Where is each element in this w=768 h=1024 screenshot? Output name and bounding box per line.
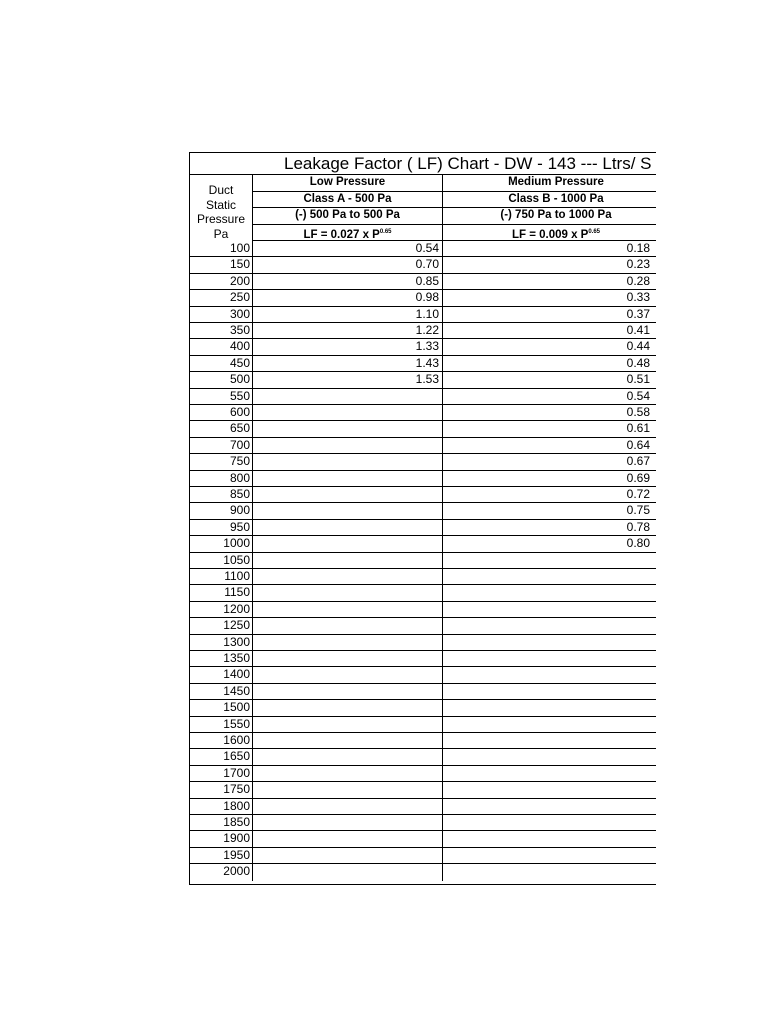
medium-pressure-cell [443, 831, 656, 846]
table-row [190, 782, 656, 798]
low-pressure-cell [253, 471, 443, 486]
low-pressure-cell [253, 799, 443, 814]
low-pressure-cell [253, 618, 443, 633]
medium-pressure-cell [443, 553, 656, 568]
medium-pressure-cell: 0.75 [443, 503, 656, 518]
low-pressure-cell [253, 782, 443, 797]
table-row [190, 553, 656, 569]
pressure-header-line: Duct [208, 183, 234, 197]
medium-pressure-cell [443, 717, 656, 732]
low-pressure-cell [253, 553, 443, 568]
medium-pressure-cell: 0.61 [443, 421, 656, 436]
low-pressure-cell: 1.43 [253, 356, 443, 371]
table-row [190, 569, 656, 585]
medium-pressure-cell [443, 815, 656, 830]
table-row [190, 536, 656, 552]
pressure-cell: 950 [190, 520, 253, 535]
table-row [190, 520, 656, 536]
medium-pressure-cell: 0.51 [443, 372, 656, 387]
medium-pressure-cell: 0.18 [443, 241, 656, 256]
pressure-header-line: Static [205, 197, 236, 212]
medium-pressure-class [443, 192, 656, 209]
medium-pressure-cell: 0.69 [443, 471, 656, 486]
pressure-cell: 800 [190, 471, 253, 486]
low-pressure-cell [253, 831, 443, 846]
medium-pressure-cell [443, 864, 656, 880]
medium-pressure-cell [443, 667, 656, 682]
low-pressure-cell [253, 651, 443, 666]
table-row [190, 585, 656, 601]
pressure-cell: 1300 [190, 635, 253, 650]
leakage-factor-table [189, 152, 656, 885]
low-pressure-cell: 0.98 [253, 290, 443, 305]
medium-pressure-cell [443, 700, 656, 715]
low-pressure-cell [253, 684, 443, 699]
pressure-cell: 100 [190, 241, 253, 256]
table-title: Leakage Factor ( LF) Chart - DW - 143 --- Ltrs/ S [284, 154, 652, 173]
pressure-cell: 1400 [190, 667, 253, 682]
low-pressure-cell [253, 585, 443, 600]
table-row [190, 438, 656, 454]
table-row [190, 618, 656, 634]
medium-pressure-cell: 0.67 [443, 454, 656, 469]
low-pressure-cell: 0.70 [253, 257, 443, 272]
low-formula-exponent: 0.65 [379, 228, 392, 235]
medium-pressure-cell: 0.28 [443, 274, 656, 289]
pressure-cell: 300 [190, 307, 253, 322]
low-pressure-cell [253, 438, 443, 453]
medium-pressure-cell: 0.58 [443, 405, 656, 420]
low-pressure-cell [253, 520, 443, 535]
low-pressure-formula [253, 225, 443, 242]
low-pressure-cell [253, 635, 443, 650]
table-row [190, 602, 656, 618]
medium-pressure-cell [443, 651, 656, 666]
low-pressure-cell [253, 389, 443, 404]
pressure-cell: 1750 [190, 782, 253, 797]
medium-pressure-cell: 0.54 [443, 389, 656, 404]
low-pressure-cell [253, 717, 443, 732]
pressure-cell: 1250 [190, 618, 253, 633]
medium-range-text: (-) 750 Pa to 1000 Pa [500, 209, 612, 221]
pressure-cell: 350 [190, 323, 253, 338]
pressure-cell: 400 [190, 339, 253, 354]
medium-pressure-cell [443, 766, 656, 781]
low-pressure-cell: 1.33 [253, 339, 443, 354]
table-row [190, 717, 656, 733]
table-row [190, 405, 656, 421]
medium-class-text: Class B - 1000 Pa [508, 192, 604, 205]
medium-pressure-cell [443, 848, 656, 863]
duct-static-pressure-header [190, 175, 253, 241]
medium-pressure-cell [443, 602, 656, 617]
pressure-cell: 1100 [190, 569, 253, 584]
low-pressure-cell: 1.10 [253, 307, 443, 322]
low-pressure-cell [253, 536, 443, 551]
pressure-header-line: Pa [213, 226, 229, 241]
medium-pressure-cell: 0.80 [443, 536, 656, 551]
pressure-cell: 850 [190, 487, 253, 502]
medium-formula-exponent: 0.65 [588, 228, 601, 235]
medium-pressure-cell [443, 684, 656, 699]
table-row [190, 749, 656, 765]
table-row [190, 307, 656, 323]
table-row [190, 766, 656, 782]
low-pressure-cell [253, 421, 443, 436]
low-pressure-name: Low Pressure [253, 175, 443, 192]
medium-pressure-cell: 0.23 [443, 257, 656, 272]
low-pressure-cell [253, 864, 443, 880]
pressure-cell: 1700 [190, 766, 253, 781]
medium-pressure-cell: 0.44 [443, 339, 656, 354]
table-row [190, 389, 656, 405]
table-row [190, 684, 656, 700]
pressure-cell: 500 [190, 372, 253, 387]
low-pressure-cell [253, 454, 443, 469]
pressure-cell: 1550 [190, 717, 253, 732]
medium-pressure-cell: 0.48 [443, 356, 656, 371]
pressure-cell: 250 [190, 290, 253, 305]
low-pressure-cell [253, 848, 443, 863]
table-row [190, 815, 656, 831]
pressure-header-line: Pressure [196, 212, 246, 226]
low-pressure-cell [253, 749, 443, 764]
low-pressure-cell [253, 487, 443, 502]
pressure-cell: 1600 [190, 733, 253, 748]
low-formula-text: LF = 0.027 x P [303, 228, 380, 241]
medium-pressure-cell: 0.72 [443, 487, 656, 502]
pressure-cell: 1500 [190, 700, 253, 715]
table-row [190, 372, 656, 388]
table-row [190, 257, 656, 273]
low-pressure-cell [253, 815, 443, 830]
table-row [190, 241, 656, 257]
medium-pressure-cell [443, 782, 656, 797]
table-row [190, 454, 656, 470]
medium-pressure-cell [443, 635, 656, 650]
low-pressure-cell [253, 405, 443, 420]
table-row [190, 339, 656, 355]
pressure-cell: 750 [190, 454, 253, 469]
table-row [190, 421, 656, 437]
table-row [190, 635, 656, 651]
title-row [190, 153, 656, 175]
pressure-cell: 2000 [190, 864, 253, 880]
medium-pressure-cell [443, 799, 656, 814]
table-row [190, 471, 656, 487]
medium-pressure-range [443, 208, 656, 225]
low-pressure-class: Class A - 500 Pa [253, 192, 443, 209]
medium-pressure-cell: 0.78 [443, 520, 656, 535]
table-row [190, 831, 656, 847]
table-row [190, 503, 656, 519]
pressure-cell: 550 [190, 389, 253, 404]
medium-pressure-cell: 0.37 [443, 307, 656, 322]
table-row [190, 651, 656, 667]
pressure-cell: 1350 [190, 651, 253, 666]
low-pressure-cell: 0.85 [253, 274, 443, 289]
table-row [190, 700, 656, 716]
pressure-cell: 1650 [190, 749, 253, 764]
low-pressure-range: (-) 500 Pa to 500 Pa [253, 208, 443, 225]
medium-pressure-cell: 0.64 [443, 438, 656, 453]
table-row [190, 487, 656, 503]
medium-pressure-cell [443, 569, 656, 584]
pressure-cell: 1850 [190, 815, 253, 830]
pressure-cell: 450 [190, 356, 253, 371]
medium-pressure-cell [443, 733, 656, 748]
low-pressure-cell [253, 700, 443, 715]
low-pressure-cell: 1.53 [253, 372, 443, 387]
low-pressure-cell [253, 503, 443, 518]
pressure-cell: 700 [190, 438, 253, 453]
low-pressure-cell [253, 602, 443, 617]
medium-pressure-cell [443, 749, 656, 764]
table-row [190, 848, 656, 864]
low-pressure-cell [253, 766, 443, 781]
table-row [190, 667, 656, 683]
medium-pressure-cell [443, 618, 656, 633]
low-pressure-cell [253, 733, 443, 748]
medium-formula-wrap [449, 225, 656, 243]
pressure-cell: 1200 [190, 602, 253, 617]
table-row [190, 290, 656, 306]
pressure-cell: 1050 [190, 553, 253, 568]
medium-pressure-formula [443, 225, 656, 242]
medium-name-text: Medium Pressure [508, 176, 604, 188]
table-row [190, 733, 656, 749]
table-row [190, 799, 656, 815]
low-pressure-cell: 0.54 [253, 241, 443, 256]
table-row [190, 323, 656, 339]
pressure-cell: 1900 [190, 831, 253, 846]
table-row [190, 864, 656, 880]
medium-pressure-cell [443, 585, 656, 600]
pressure-cell: 200 [190, 274, 253, 289]
pressure-cell: 1450 [190, 684, 253, 699]
pressure-cell: 1150 [190, 585, 253, 600]
table-row [190, 274, 656, 290]
pressure-cell: 1950 [190, 848, 253, 863]
low-pressure-cell [253, 667, 443, 682]
low-pressure-cell [253, 569, 443, 584]
medium-formula-text: LF = 0.009 x P [511, 228, 589, 241]
pressure-cell: 150 [190, 257, 253, 272]
table-row [190, 356, 656, 372]
pressure-cell: 600 [190, 405, 253, 420]
medium-pressure-name [443, 175, 656, 192]
medium-pressure-cell: 0.33 [443, 290, 656, 305]
low-pressure-cell: 1.22 [253, 323, 443, 338]
pressure-cell: 900 [190, 503, 253, 518]
medium-pressure-cell: 0.41 [443, 323, 656, 338]
pressure-cell: 1000 [190, 536, 253, 551]
pressure-cell: 1800 [190, 799, 253, 814]
pressure-cell: 650 [190, 421, 253, 436]
